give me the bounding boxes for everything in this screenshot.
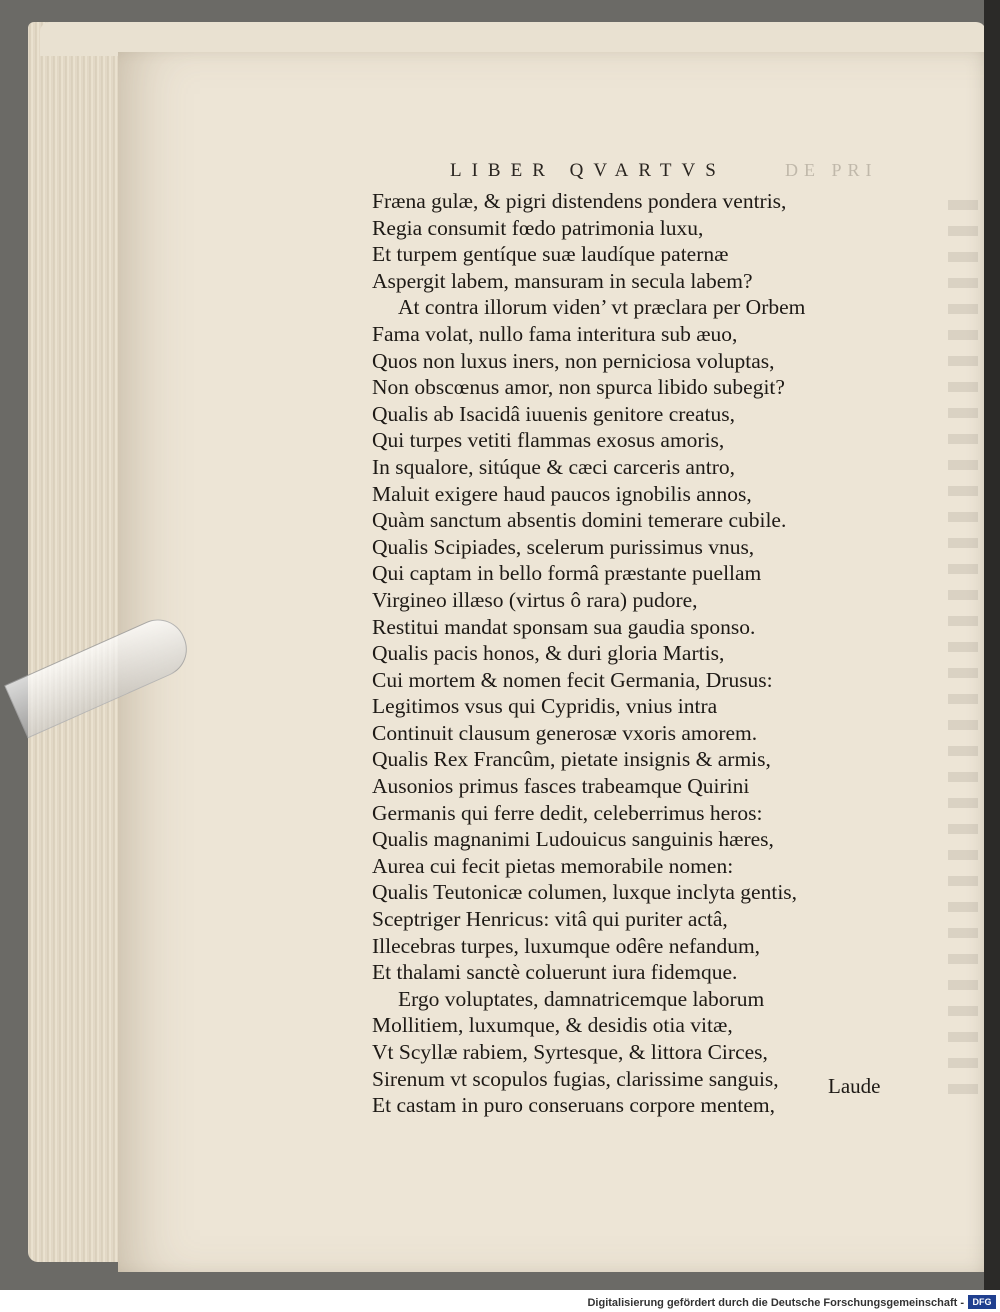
verse-line: At contra illorum viden’ vt præclara per Orbem [398,295,806,320]
verse-line: In squalore, sitúque & cæci carceris antro, [372,454,735,479]
verse-line: Quos non luxus iners, non perniciosa voluptas, [372,348,775,373]
verse-line: Mollitiem, luxumque, & desidis otia vitæ, [372,1013,733,1038]
catchword: Laude [828,1074,881,1098]
verse-line: Et castam in puro conseruans corpore mentem, [372,1093,775,1118]
footer-credit: Digitalisierung gefördert durch die Deutsche Forschungsgemeinschaft - [587,1297,964,1309]
verse-line: Legitimos vsus qui Cypridis, vnius intra [372,694,718,719]
running-head: LIBER QVARTVS [450,160,726,181]
verse-line: Sirenum vt scopulos fugias, clarissime sanguis, [372,1066,779,1091]
verse-line: Ergo voluptates, damnatricemque laborum [398,986,765,1011]
verse-line: Illecebras turpes, luxumque odêre nefandum, [372,933,761,958]
verse-line: Qualis magnanimi Ludouicus sanguinis hæres, [372,827,774,852]
verse-line: Continuit clausum generosæ vxoris amorem. [372,720,758,745]
verse-line: Virgineo illæso (virtus ô rara) pudore, [372,587,698,612]
verse-line: Et thalami sanctè coluerunt iura fidemque. [372,960,738,985]
verse-line: Sceptriger Henricus: vitâ qui puriter actâ, [372,907,728,932]
page-top-edge [40,22,986,56]
verse-line: Qualis Teutonicæ columen, luxque inclyta gentis, [372,880,798,905]
facing-page-bleed: DE PRI [785,160,878,180]
show-through-text [948,200,978,1100]
verse-line: Regia consumit fœdo patrimonia luxu, [372,215,704,240]
verse-block [372,188,892,1119]
verse-line: Cui mortem & nomen fecit Germania, Drusus: [372,667,773,692]
verse-line: Quàm sanctum absentis domini temerare cubile. [372,508,787,533]
verse-line: Aspergit labem, mansuram in secula labem? [372,268,753,293]
verse-line: Fama volat, nullo fama interitura sub æuo, [372,321,738,346]
verse-line: Qui captam in bello formâ præstante puellam [372,561,762,586]
verse-line: Qui turpes vetiti flammas exosus amoris, [372,428,725,453]
verse-line: Germanis qui ferre dedit, celeberrimus heros: [372,800,763,825]
verse-line: Qualis ab Isacidâ iuuenis genitore creatus, [372,401,735,426]
verse-line: Maluit exigere haud paucos ignobilis annos, [372,481,752,506]
verse-line: Vt Scyllæ rabiem, Syrtesque, & littora Circes, [372,1040,768,1064]
verse-line: Et turpem gentíque suæ laudíque paternæ [372,242,729,267]
verse-line: Fræna gulæ, & pigri distendens pondera ventris, [372,189,787,213]
verse-line: Restitui mandat sponsam sua gaudia sponso. [372,614,756,639]
footer-bar [0,1290,1000,1312]
dfg-logo-icon: DFG [968,1295,996,1309]
verse-line: Qualis pacis honos, & duri gloria Martis, [372,641,725,666]
verse-line: Aurea cui fecit pietas memorabile nomen: [372,853,734,878]
verse-line: Qualis Rex Francûm, pietate insignis & armis, [372,747,771,772]
verse-line: Ausonios primus fasces trabeamque Quirini [372,774,750,799]
verse-line: Non obscœnus amor, non spurca libido subegit? [372,375,785,400]
verse-line: Qualis Scipiades, scelerum purissimus vnus, [372,534,755,559]
scan-edge-strip [984,0,1000,1290]
